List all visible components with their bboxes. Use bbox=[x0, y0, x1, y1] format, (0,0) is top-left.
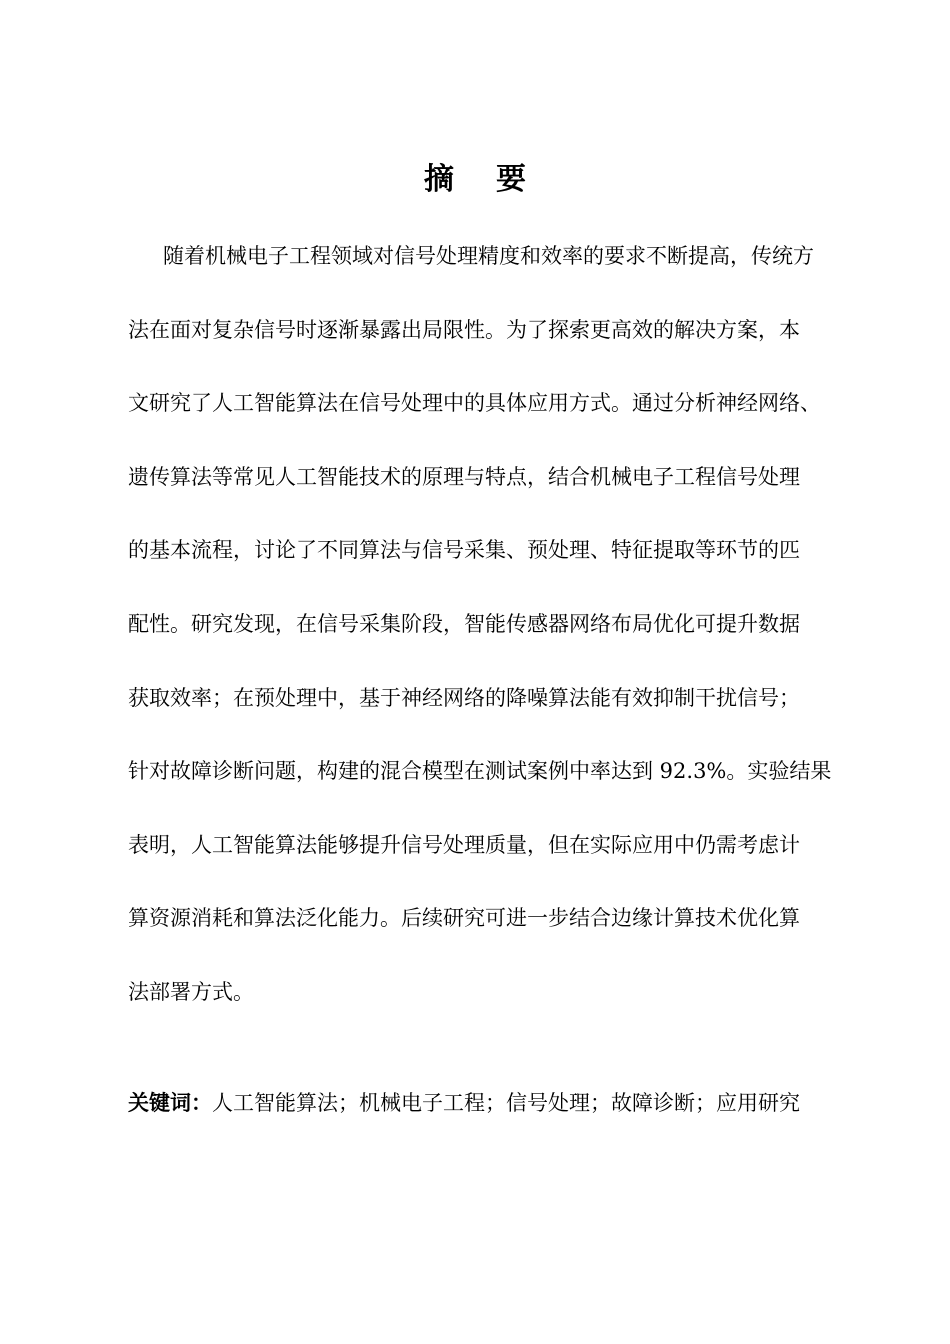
abstract-line: 配性。研究发现，在信号采集阶段，智能传感器网络布局优化可提升数据 bbox=[128, 611, 800, 636]
abstract-line: 的基本流程，讨论了不同算法与信号采集、预处理、特征提取等环节的匹 bbox=[128, 538, 800, 563]
abstract-line: 获取效率；在预处理中，基于神经网络的降噪算法能有效抑制干扰信号； bbox=[128, 685, 800, 710]
abstract-body bbox=[128, 236, 868, 1046]
abstract-line: 法部署方式。 bbox=[128, 979, 254, 1004]
abstract-line: 遗传算法等常见人工智能技术的原理与特点，结合机械电子工程信号处理 bbox=[128, 464, 800, 489]
abstract-line: 算资源消耗和算法泛化能力。后续研究可进一步结合边缘计算技术优化算 bbox=[128, 906, 800, 931]
abstract-line: 针对故障诊断问题，构建的混合模型在测试案例中率达到 92.3%。实验结果 bbox=[128, 759, 832, 784]
title-char-1: 摘 bbox=[424, 162, 454, 197]
abstract-line: 随着机械电子工程领域对信号处理精度和效率的要求不断提高，传统方 bbox=[163, 244, 814, 268]
page-title bbox=[0, 158, 950, 202]
abstract-line: 法在面对复杂信号时逐渐暴露出局限性。为了探索更高效的解决方案，本 bbox=[128, 317, 800, 342]
title-char-2: 要 bbox=[496, 162, 526, 197]
abstract-line: 文研究了人工智能算法在信号处理中的具体应用方式。通过分析神经网络、 bbox=[128, 391, 821, 416]
keywords-label: 关键词： bbox=[128, 1091, 212, 1115]
keywords-line bbox=[128, 1083, 868, 1123]
abstract-line: 表明，人工智能算法能够提升信号处理质量，但在实际应用中仍需考虑计 bbox=[128, 832, 800, 857]
keywords-text: 人工智能算法；机械电子工程；信号处理；故障诊断；应用研究 bbox=[212, 1091, 800, 1115]
